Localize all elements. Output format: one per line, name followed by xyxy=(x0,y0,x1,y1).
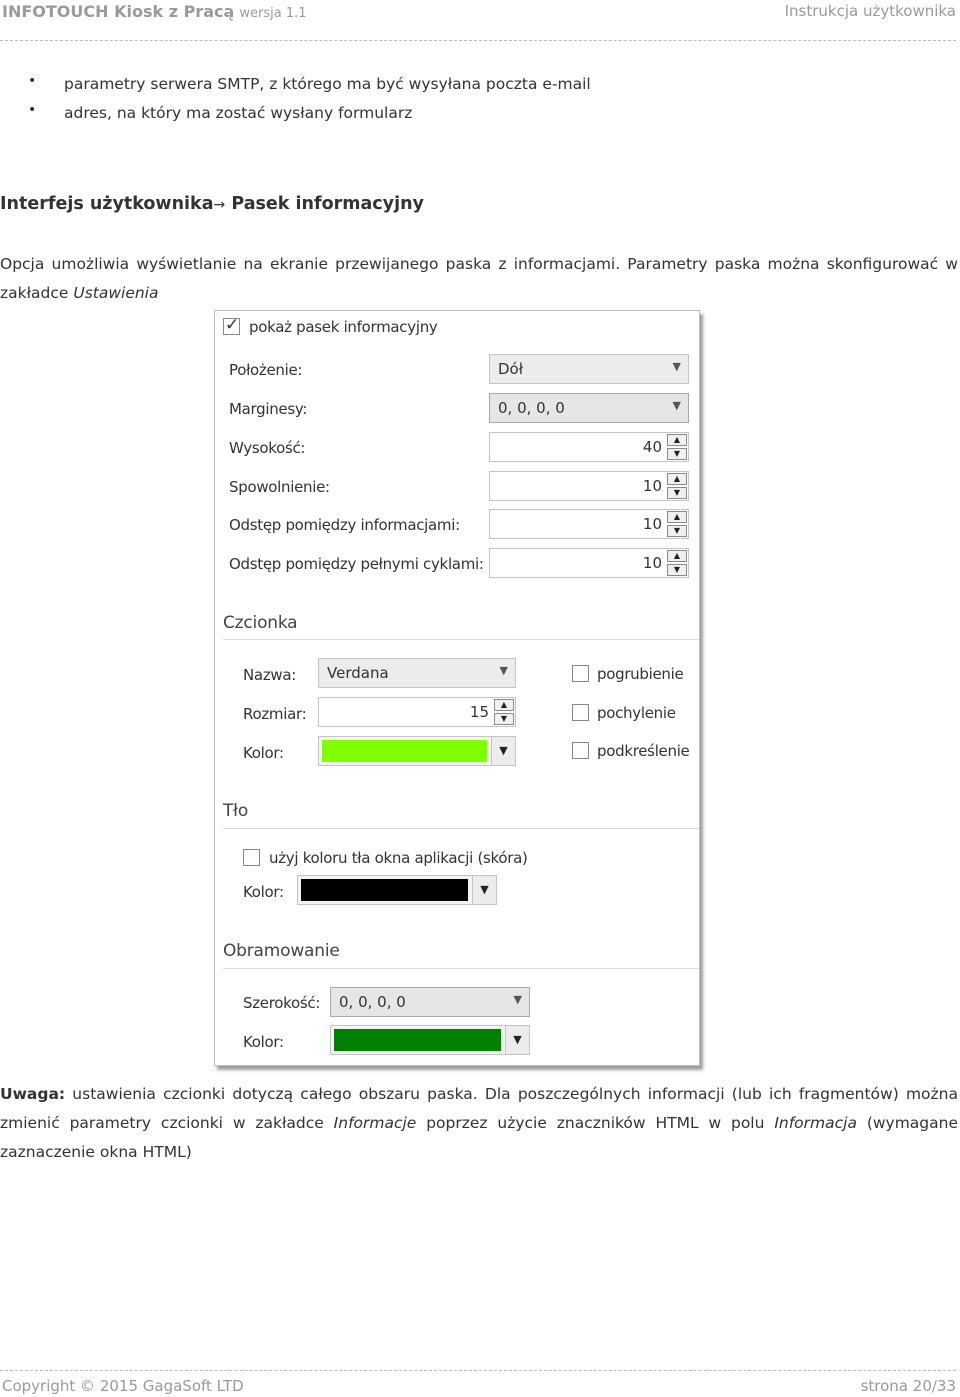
product-name: INFOTOUCH Kiosk z Pracą xyxy=(2,2,235,21)
font-size-label: Rozmiar: xyxy=(243,705,307,723)
arrow-right-icon: → xyxy=(213,197,226,213)
note-label: Uwaga: xyxy=(0,1085,66,1103)
header-product xyxy=(2,2,307,21)
chevron-down-icon: ▼ xyxy=(499,664,508,677)
use-skin-color-label: użyj koloru tła okna aplikacji (skóra) xyxy=(269,849,528,867)
spin-down-icon[interactable]: ▼ xyxy=(494,713,514,725)
info-field-reference: Informacja xyxy=(774,1114,857,1132)
intro-paragraph: Opcja umożliwia wyświetlanie na ekranie przewijanego paska z informacjami. Parametry paska można skonfigurować w zakładce Ustawienia xyxy=(0,255,958,302)
footer-page-number: strona 20/33 xyxy=(860,1377,956,1395)
group-divider xyxy=(223,828,699,829)
show-bar-label: pokaż pasek informacyjny xyxy=(249,318,438,336)
background-color-picker[interactable] xyxy=(297,875,497,905)
gap-items-label: Odstęp pomiędzy informacjami: xyxy=(229,516,460,534)
margins-select[interactable]: 0, 0, 0, 0 ▼ xyxy=(489,393,689,423)
spin-down-icon[interactable]: ▼ xyxy=(667,564,687,576)
underline-label: podkreślenie xyxy=(597,742,690,760)
gap-cycles-stepper[interactable]: 10 ▲ ▼ xyxy=(489,548,689,578)
position-label: Położenie: xyxy=(229,361,303,379)
height-stepper[interactable]: 40 ▲ ▼ xyxy=(489,432,689,462)
group-divider xyxy=(223,639,699,640)
slowdown-label: Spowolnienie: xyxy=(229,478,330,496)
font-group-title: Czcionka xyxy=(223,613,298,633)
list-item: • adres, na który ma zostać wysłany formularz xyxy=(28,102,413,122)
position-select[interactable]: Dół ▼ xyxy=(489,354,689,384)
list-item: • parametry serwera SMTP, z którego ma być wysyłana poczta e-mail xyxy=(28,73,591,93)
settings-tab-reference: Ustawienia xyxy=(73,284,159,302)
note-paragraph: Uwaga: ustawienia czcionki dotyczą całego obszaru paska. Dla poszczególnych informacji (lub ich fragmentów) można zmienić parametry czcionki w zakładce Informacje poprzez użycie znaczników HTML w polu Informacja (wymagane zaznaczenie okna HTML) xyxy=(0,1085,959,1161)
chevron-down-icon[interactable]: ▼ xyxy=(491,737,515,765)
spin-down-icon[interactable]: ▼ xyxy=(667,448,687,460)
use-skin-color-checkbox[interactable] xyxy=(243,849,260,866)
font-name-label: Nazwa: xyxy=(243,666,296,684)
background-group-title: Tło xyxy=(223,801,249,821)
spin-up-icon[interactable]: ▲ xyxy=(667,550,687,562)
chevron-down-icon: ▼ xyxy=(672,399,681,412)
chevron-down-icon: ▼ xyxy=(672,360,681,373)
border-color-swatch xyxy=(334,1029,501,1051)
show-bar-checkbox[interactable] xyxy=(223,318,240,335)
background-color-swatch xyxy=(301,879,468,901)
spin-down-icon[interactable]: ▼ xyxy=(667,525,687,537)
page-header xyxy=(0,0,960,40)
section-title: Interfejs użytkownika→ Pasek informacyjny xyxy=(0,194,424,214)
font-name-select[interactable]: Verdana ▼ xyxy=(318,658,516,688)
spin-up-icon[interactable]: ▲ xyxy=(667,473,687,485)
group-divider xyxy=(223,968,699,969)
footer-copyright: Copyright © 2015 GagaSoft LTD xyxy=(2,1377,244,1395)
settings-panel xyxy=(214,310,700,1066)
slowdown-stepper[interactable]: 10 ▲ ▼ xyxy=(489,471,689,501)
border-group-title: Obramowanie xyxy=(223,941,340,961)
border-width-label: Szerokość: xyxy=(243,994,321,1012)
chevron-down-icon[interactable]: ▼ xyxy=(505,1026,529,1054)
gap-items-stepper[interactable]: 10 ▲ ▼ xyxy=(489,509,689,539)
header-divider xyxy=(0,40,956,41)
spin-up-icon[interactable]: ▲ xyxy=(667,434,687,446)
font-color-label: Kolor: xyxy=(243,744,284,762)
underline-checkbox[interactable] xyxy=(572,742,589,759)
spin-down-icon[interactable]: ▼ xyxy=(667,487,687,499)
gap-cycles-label: Odstęp pomiędzy pełnymi cyklami: xyxy=(229,555,484,573)
italic-label: pochylenie xyxy=(597,704,676,722)
bullet-list xyxy=(0,72,960,130)
chevron-down-icon[interactable]: ▼ xyxy=(472,876,496,904)
border-color-label: Kolor: xyxy=(243,1033,284,1051)
footer-divider xyxy=(0,1370,956,1371)
font-color-picker[interactable] xyxy=(318,736,516,766)
header-manual-title: Instrukcja użytkownika xyxy=(784,2,956,20)
italic-checkbox[interactable] xyxy=(572,704,589,721)
height-label: Wysokość: xyxy=(229,439,306,457)
bold-checkbox[interactable] xyxy=(572,665,589,682)
bold-label: pogrubienie xyxy=(597,665,684,683)
border-color-picker[interactable] xyxy=(330,1025,530,1055)
product-version: wersja 1.1 xyxy=(239,6,307,21)
info-tab-reference: Informacje xyxy=(333,1114,417,1132)
chevron-down-icon: ▼ xyxy=(513,993,522,1006)
font-size-stepper[interactable]: 15 ▲ ▼ xyxy=(318,697,516,727)
border-width-select[interactable]: 0, 0, 0, 0 ▼ xyxy=(330,987,530,1017)
background-color-label: Kolor: xyxy=(243,883,284,901)
spin-up-icon[interactable]: ▲ xyxy=(667,511,687,523)
spin-up-icon[interactable]: ▲ xyxy=(494,699,514,711)
font-color-swatch xyxy=(322,740,487,762)
margins-label: Marginesy: xyxy=(229,400,308,418)
